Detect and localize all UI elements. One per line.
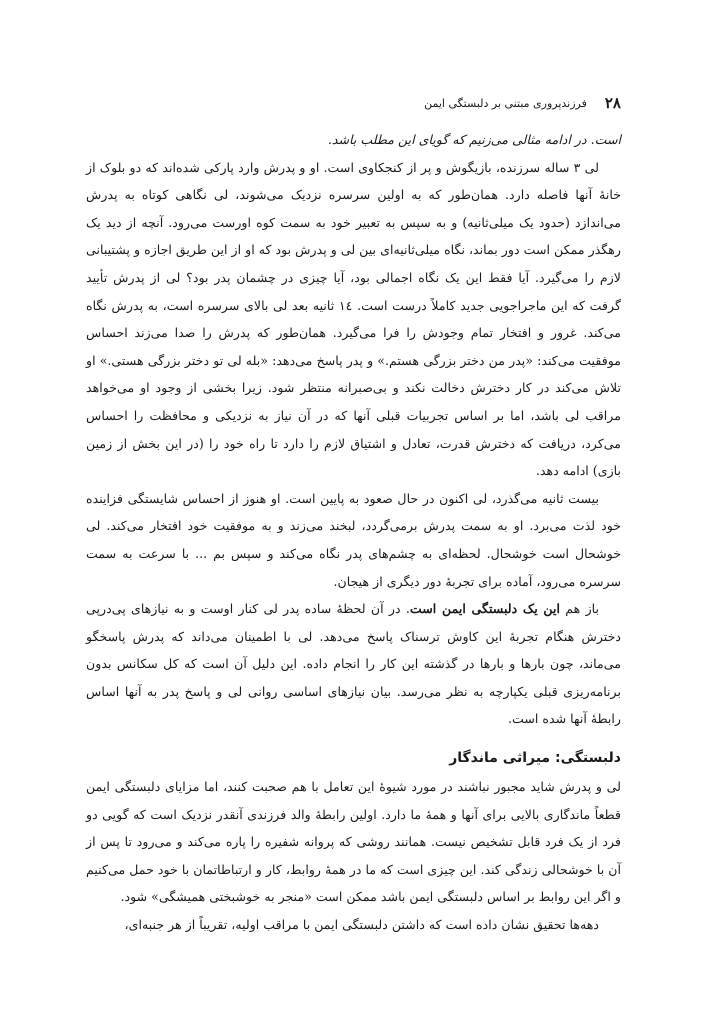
paragraph-legacy: لی و پدرش شاید مجبور نباشند در مورد شیوهٔ این تعامل با هم صحبت کنند، اما مزایای دلبستگی ایمن قطعاً ماندگاری بالایی برای آنها و همهٔ ما دارد. اولین رابطهٔ والد فرزندی آنقدر نزدیک است که گویی دو فرد از یک فرد قابل تشخیص نیست. همانند روشی که پروانه شفیره را پاره می‌کند و می‌رود تا پس از آن با خوشحالی زندگی کند. این چیزی است که ما در همهٔ روابط، کار و ارتباطاتمان با خود حمل می‌کنیم و اگر این روابط بر اساس دلبستگی ایمن باشد ممکن است «منجر به خوشبختی همیشگی» شود. <box>86 779 621 905</box>
running-title: فرزندپروری مبتنی بر دلبستگی ایمن <box>424 96 587 110</box>
page-number: ۲۸ <box>604 94 621 112</box>
paragraph-lee-story: لی ۳ ساله سرزنده، بازیگوش و پر از کنجکاوی است. او و پدرش وارد پارکی شده‌اند که دو بلوک از خانهٔ آنها فاصله دارد. همان‌طور که به اولین سرسره نزدیک می‌شوند، لی نگاهی کوتاه به پدرش می‌اندازد (حدود یک میلی‌ثانیه) و به سپس به تعبیر خود به سمت کوه اورست می‌رود. آنچه از دید یک رهگذر ممکن است دور بماند، نگاه میلی‌ثانیه‌ای بین لی و پدرش بود که او از این طریق اجازه و پشتیبانی لازم را می‌گیرد. آیا فقط این یک نگاه اجمالی بود، آیا چیزی در چشمان پدر بود؟ لی از پدرش تأیید گرفت که این ماجراجویی جدید کاملاً درست است. ١٤ ثانیه بعد لی بالای سرسره است، به پدرش نگاه می‌کند. غرور و افتخار تمام وجودش را فرا می‌گیرد. همان‌طور که پدرش را صدا می‌زند احساس موفقیت می‌کند: «پدر من دختر بزرگی هستم.» و پدر پاسخ می‌دهد: «بله لی تو دختر بزرگی هستی.» او تلاش می‌کند در کار دخترش دخالت نکند و بی‌صبرانه منتظر شود. زیرا بخشی از وجود او می‌خواهد مراقب لی باشد، اما بر اساس تجربیات قبلی آنها که در آن نیاز به نزدیکی و محافظت را احساس می‌کرد، دریافت که دخترش قدرت، تعادل و اشتیاق لازم را دارد تا راه خود را (در این بخش از زمین بازی) ادامه دهد. <box>86 159 621 479</box>
paragraph-continuation <box>86 126 621 154</box>
italic-intro-line: است. در ادامه مثالی می‌زنیم که گویای این مطلب باشد. <box>327 132 621 147</box>
paragraph-twenty-seconds: بیست ثانیه می‌گذرد، لی اکنون در حال صعود به پایین است. او هنوز از احساس شایستگی فزاینده خود لذت می‌برد. او به سمت پدرش برمی‌گردد، لبخند می‌زند و به موفقیت خود افتخار می‌کند. لی خوشحال است خوشحال. لحظه‌ای به چشم‌های پدر نگاه می‌کند و سپس بم ... با سرعت به سمت سرسره می‌رود، آماده برای تجربهٔ دور دیگری از هیجان. <box>86 490 621 589</box>
paragraph-research: دهه‌ها تحقیق نشان داده است که داشتن دلبستگی ایمن با مراقب اولیه، تقریباً از هر جنبه‌ای، <box>124 917 599 933</box>
page-header <box>86 92 621 114</box>
body-text <box>86 126 621 939</box>
paragraph-lead-text: باز هم <box>559 601 599 617</box>
section-heading: دلبستگی: میراثی ماندگار <box>449 750 621 767</box>
paragraph-rest-text: . در آن لحظهٔ ساده پدر لی کنار اوست و به نیازهای پی‌درپی دخترش هنگام تجربهٔ این کاوش ترسناک پاسخ می‌دهد. لی با اطمینان می‌داند که پدرش پاسخگو می‌ماند، چون بارها و بارها در گذشته این کار را انجام داده. این دلیل آن است که کل سکانس بدون برنامه‌ریزی قبلی یکپارچه به نظر می‌رسد. بیان نیازهای اساسی روانی لی و پاسخ پدر به آنها اساس رابطهٔ آنها شده است. <box>86 601 621 727</box>
paragraph-secure-attachment <box>86 595 621 733</box>
bold-phrase: این یک دلبستگی ایمن است <box>409 601 560 617</box>
